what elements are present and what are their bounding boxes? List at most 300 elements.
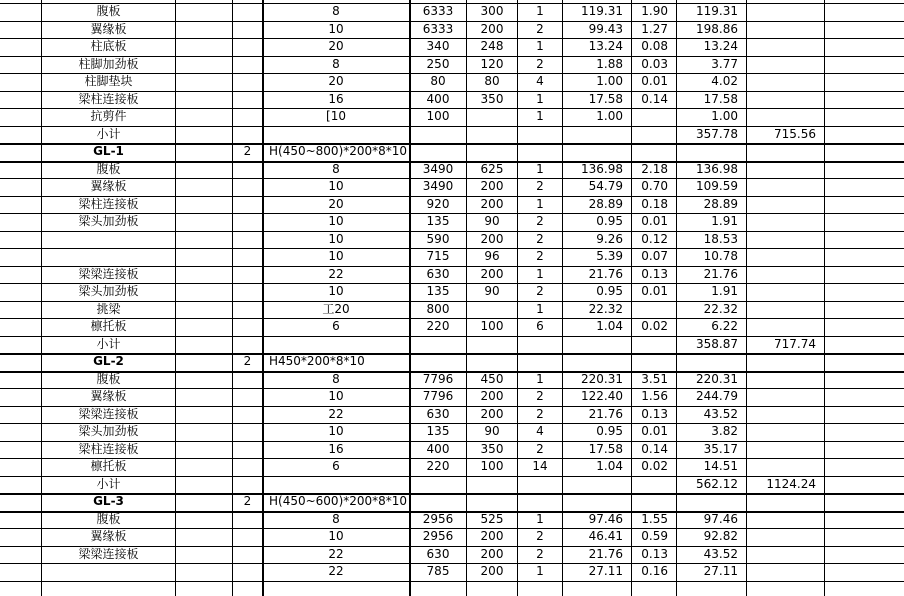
cell-sum[interactable] xyxy=(747,143,824,161)
cell-tw[interactable]: 357.78 xyxy=(696,126,738,141)
cell-uw[interactable] xyxy=(563,126,631,144)
cell-area[interactable]: 1.27 xyxy=(641,21,668,36)
cell-uw[interactable]: 21.76 xyxy=(588,266,623,281)
cell-wid[interactable]: 200 xyxy=(480,564,504,578)
cell-name[interactable]: 翼缘板 xyxy=(90,179,127,193)
cell-spec[interactable]: 22 xyxy=(328,546,344,561)
cell-area[interactable]: 0.70 xyxy=(641,179,668,193)
cell-tw[interactable] xyxy=(677,353,746,371)
cell-cnt[interactable]: 2 xyxy=(536,284,544,298)
cell-cnt[interactable]: 1 xyxy=(536,4,544,18)
cell-sum[interactable]: 715.56 xyxy=(774,126,816,141)
cell-area[interactable]: 0.16 xyxy=(641,564,668,578)
cell-area[interactable] xyxy=(632,476,676,494)
cell-uw[interactable]: 136.98 xyxy=(581,161,623,176)
cell-len[interactable]: 250 xyxy=(426,56,450,71)
cell-spec[interactable]: 20 xyxy=(328,39,344,53)
cell-cnt[interactable]: 2 xyxy=(536,214,544,228)
cell-uw[interactable]: 0.95 xyxy=(596,214,623,228)
cell-area[interactable]: 0.13 xyxy=(641,266,668,281)
cell-wid[interactable]: 80 xyxy=(484,74,500,88)
cell-spec[interactable]: [10 xyxy=(326,109,346,123)
cell-tw[interactable]: 10.78 xyxy=(703,249,738,263)
cell-area[interactable]: 2.18 xyxy=(641,161,668,176)
cell-tw[interactable] xyxy=(677,493,746,511)
cell-uw[interactable]: 17.58 xyxy=(588,91,623,106)
cell-tw[interactable]: 6.22 xyxy=(711,319,738,333)
cell-wid[interactable]: 200 xyxy=(480,389,504,403)
cell-len[interactable]: 800 xyxy=(426,301,450,316)
cell-area[interactable]: 0.12 xyxy=(641,231,668,246)
cell-len[interactable] xyxy=(410,336,466,354)
cell-uw[interactable]: 17.58 xyxy=(588,441,623,456)
cell-sum[interactable] xyxy=(747,213,824,231)
cell-spec[interactable]: 10 xyxy=(328,249,344,263)
cell-spec[interactable]: 10 xyxy=(328,389,344,403)
cell-qty[interactable] xyxy=(233,406,262,424)
cell-wid[interactable]: 248 xyxy=(480,39,504,53)
cell-tw[interactable]: 3.82 xyxy=(711,424,738,438)
cell-qty[interactable] xyxy=(233,371,262,389)
cell-tw[interactable]: 1.00 xyxy=(711,109,738,123)
cell-uw[interactable]: 54.79 xyxy=(588,179,623,193)
cell-wid[interactable]: 525 xyxy=(480,511,504,526)
cell-sum[interactable] xyxy=(747,196,824,214)
cell-uw[interactable] xyxy=(563,353,631,371)
cell-spec[interactable]: 8 xyxy=(332,4,340,18)
cell-sum[interactable] xyxy=(747,283,824,301)
cell-wid[interactable]: 350 xyxy=(480,441,504,456)
cell-wid[interactable] xyxy=(467,476,517,494)
cell-qty[interactable] xyxy=(233,91,262,109)
cell-spec[interactable]: 6 xyxy=(332,319,340,333)
cell-qty[interactable] xyxy=(233,441,262,459)
cell-cnt[interactable]: 4 xyxy=(536,74,544,88)
cell-wid[interactable]: 90 xyxy=(484,424,500,438)
cell-wid[interactable]: 200 xyxy=(480,21,504,36)
cell-tw[interactable]: 358.87 xyxy=(696,336,738,351)
cell-cnt[interactable]: 1 xyxy=(536,511,544,526)
cell-cnt[interactable] xyxy=(518,476,562,494)
cell-sum[interactable] xyxy=(747,161,824,179)
cell-qty[interactable] xyxy=(233,73,262,91)
cell-uw[interactable]: 0.95 xyxy=(596,284,623,298)
cell-qty[interactable] xyxy=(233,213,262,231)
cell-uw[interactable]: 1.04 xyxy=(596,459,623,473)
cell-spec[interactable]: 10 xyxy=(328,529,344,543)
cell-wid[interactable] xyxy=(467,301,517,319)
cell-uw[interactable]: 27.11 xyxy=(588,564,623,578)
cell-area[interactable]: 1.56 xyxy=(641,389,668,403)
cell-name[interactable]: 梁头加劲板 xyxy=(78,284,139,298)
cell-sum[interactable] xyxy=(747,231,824,249)
cell-tw[interactable]: 43.52 xyxy=(703,546,738,561)
cell-wid[interactable]: 100 xyxy=(480,459,504,473)
cell-area[interactable] xyxy=(632,353,676,371)
cell-tw[interactable]: 562.12 xyxy=(696,476,738,491)
cell-sum[interactable] xyxy=(747,91,824,109)
cell-len[interactable]: 6333 xyxy=(422,21,454,36)
cell-qty[interactable] xyxy=(233,458,262,476)
cell-wid[interactable]: 350 xyxy=(480,91,504,106)
cell-spec[interactable]: 22 xyxy=(328,406,344,421)
cell-wid[interactable]: 200 xyxy=(480,529,504,543)
cell-uw[interactable]: 5.39 xyxy=(596,249,623,263)
cell-uw[interactable]: 0.95 xyxy=(596,424,623,438)
cell-wid[interactable]: 120 xyxy=(480,56,504,71)
cell-area[interactable]: 1.55 xyxy=(641,511,668,526)
cell-wid[interactable]: 200 xyxy=(480,406,504,421)
cell-tw[interactable]: 27.11 xyxy=(703,564,738,578)
cell-qty[interactable] xyxy=(233,266,262,284)
cell-spec[interactable] xyxy=(263,336,409,354)
cell-wid[interactable] xyxy=(467,493,517,511)
cell-name[interactable]: 翼缘板 xyxy=(90,389,127,403)
cell-qty[interactable] xyxy=(233,231,262,249)
cell-qty[interactable] xyxy=(233,511,262,529)
cell-len[interactable]: 2956 xyxy=(422,529,454,543)
cell-sum[interactable] xyxy=(747,546,824,564)
cell-uw[interactable]: 1.04 xyxy=(596,319,623,333)
cell-area[interactable]: 0.59 xyxy=(641,529,668,543)
cell-cnt[interactable]: 2 xyxy=(536,389,544,403)
cell-name[interactable]: 梁柱连接板 xyxy=(78,196,139,211)
cell-len[interactable]: 135 xyxy=(426,214,450,228)
cell-sum[interactable]: 1124.24 xyxy=(766,476,816,491)
cell-spec[interactable]: 22 xyxy=(328,266,344,281)
cell-name[interactable]: 小计 xyxy=(96,476,121,491)
cell-spec[interactable]: 10 xyxy=(328,284,344,298)
cell-area[interactable] xyxy=(632,336,676,354)
cell-len[interactable]: 2956 xyxy=(422,511,454,526)
cell-qty[interactable] xyxy=(233,423,262,441)
cell-sum[interactable] xyxy=(747,458,824,476)
cell-uw[interactable] xyxy=(563,493,631,511)
cell-len[interactable]: 7796 xyxy=(422,371,454,386)
cell-qty[interactable] xyxy=(233,108,262,126)
cell-wid[interactable] xyxy=(467,336,517,354)
cell-spec[interactable]: H450*200*8*10 xyxy=(269,354,365,368)
cell-cnt[interactable]: 2 xyxy=(536,249,544,263)
cell-spec[interactable]: 16 xyxy=(328,91,344,106)
cell-len[interactable]: 220 xyxy=(426,459,450,473)
cell-sum[interactable] xyxy=(747,511,824,529)
cell-qty[interactable] xyxy=(233,178,262,196)
cell-tw[interactable]: 18.53 xyxy=(703,231,738,246)
cell-name[interactable] xyxy=(42,563,175,581)
cell-sum[interactable] xyxy=(747,38,824,56)
cell-cnt[interactable] xyxy=(518,143,562,161)
cell-cnt[interactable] xyxy=(518,126,562,144)
cell-len[interactable]: 135 xyxy=(426,424,450,438)
cell-cnt[interactable]: 1 xyxy=(536,109,544,123)
cell-cnt[interactable]: 1 xyxy=(536,91,544,106)
cell-wid[interactable]: 450 xyxy=(480,371,504,386)
cell-spec[interactable]: 工20 xyxy=(322,301,350,316)
cell-qty[interactable]: 2 xyxy=(243,354,252,368)
cell-uw[interactable]: 1.00 xyxy=(596,74,623,88)
cell-qty[interactable] xyxy=(233,283,262,301)
cell-area[interactable]: 0.08 xyxy=(641,39,668,53)
cell-name[interactable]: 腹板 xyxy=(96,4,121,18)
cell-spec[interactable]: 10 xyxy=(328,231,344,246)
cell-wid[interactable]: 625 xyxy=(480,161,504,176)
cell-len[interactable]: 590 xyxy=(426,231,450,246)
cell-qty[interactable] xyxy=(233,546,262,564)
cell-cnt[interactable]: 6 xyxy=(536,319,544,333)
cell-name[interactable]: 梁头加劲板 xyxy=(78,214,139,228)
cell-cnt[interactable]: 2 xyxy=(536,441,544,456)
cell-tw[interactable]: 21.76 xyxy=(703,266,738,281)
cell-len[interactable]: 400 xyxy=(426,441,450,456)
cell-tw[interactable]: 13.24 xyxy=(703,39,738,53)
cell-sum[interactable] xyxy=(747,108,824,126)
cell-cnt[interactable]: 2 xyxy=(536,529,544,543)
cell-spec[interactable]: 20 xyxy=(328,196,344,211)
cell-sum[interactable] xyxy=(747,493,824,511)
cell-name[interactable]: 翼缘板 xyxy=(90,529,127,543)
cell-cnt[interactable]: 1 xyxy=(536,301,544,316)
cell-tw[interactable]: 1.91 xyxy=(711,284,738,298)
cell-name[interactable]: 梁梁连接板 xyxy=(78,406,139,421)
cell-name[interactable]: 梁柱连接板 xyxy=(78,91,139,106)
cell-qty[interactable] xyxy=(233,38,262,56)
cell-wid[interactable] xyxy=(467,353,517,371)
cell-cnt[interactable] xyxy=(518,336,562,354)
cell-sum[interactable] xyxy=(747,301,824,319)
cell-area[interactable]: 0.02 xyxy=(641,319,668,333)
cell-len[interactable]: 3490 xyxy=(422,161,454,176)
cell-area[interactable]: 0.03 xyxy=(641,56,668,71)
cell-spec[interactable]: 6 xyxy=(332,459,340,473)
cell-sum[interactable] xyxy=(747,266,824,284)
cell-wid[interactable] xyxy=(467,143,517,161)
cell-sum[interactable]: 717.74 xyxy=(774,336,816,351)
cell-uw[interactable]: 1.88 xyxy=(596,56,623,71)
cell-tw[interactable]: 109.59 xyxy=(696,179,738,193)
cell-sum[interactable] xyxy=(747,3,824,21)
cell-len[interactable]: 400 xyxy=(426,91,450,106)
cell-sum[interactable] xyxy=(747,528,824,546)
cell-wid[interactable]: 300 xyxy=(480,4,504,18)
cell-uw[interactable] xyxy=(563,143,631,161)
cell-uw[interactable]: 220.31 xyxy=(581,371,623,386)
cell-cnt[interactable]: 2 xyxy=(536,56,544,71)
cell-name[interactable]: 腹板 xyxy=(96,511,121,526)
cell-uw[interactable]: 22.32 xyxy=(588,301,623,316)
cell-spec[interactable] xyxy=(263,126,409,144)
cell-cnt[interactable] xyxy=(518,353,562,371)
cell-area[interactable]: 0.01 xyxy=(641,214,668,228)
cell-uw[interactable]: 21.76 xyxy=(588,546,623,561)
cell-len[interactable]: 3490 xyxy=(422,179,454,193)
cell-wid[interactable]: 200 xyxy=(480,546,504,561)
cell-uw[interactable]: 99.43 xyxy=(588,21,623,36)
cell-name[interactable]: 抗剪件 xyxy=(90,109,127,123)
cell-sum[interactable] xyxy=(747,406,824,424)
cell-spec[interactable]: 10 xyxy=(328,424,344,438)
cell-qty[interactable] xyxy=(233,3,262,21)
cell-name[interactable]: 挑梁 xyxy=(96,301,121,316)
cell-cnt[interactable]: 4 xyxy=(536,424,544,438)
cell-area[interactable]: 0.14 xyxy=(641,91,668,106)
cell-qty[interactable] xyxy=(233,318,262,336)
cell-tw[interactable]: 4.02 xyxy=(711,74,738,88)
cell-name[interactable]: GL-3 xyxy=(93,494,124,508)
cell-cnt[interactable]: 1 xyxy=(536,39,544,53)
cell-uw[interactable]: 28.89 xyxy=(588,196,623,211)
cell-name[interactable]: 梁头加劲板 xyxy=(78,424,139,438)
cell-uw[interactable]: 21.76 xyxy=(588,406,623,421)
cell-qty[interactable] xyxy=(233,196,262,214)
cell-name[interactable]: GL-2 xyxy=(93,354,124,368)
cell-name[interactable]: GL-1 xyxy=(93,144,124,158)
cell-qty[interactable]: 2 xyxy=(243,494,252,508)
cell-wid[interactable]: 200 xyxy=(480,196,504,211)
cell-sum[interactable] xyxy=(747,353,824,371)
cell-len[interactable]: 630 xyxy=(426,406,450,421)
cell-name[interactable]: 腹板 xyxy=(96,371,121,386)
cell-wid[interactable]: 90 xyxy=(484,214,500,228)
cell-qty[interactable] xyxy=(233,56,262,74)
cell-name[interactable]: 腹板 xyxy=(96,161,121,176)
cell-tw[interactable]: 220.31 xyxy=(696,371,738,386)
cell-len[interactable] xyxy=(410,353,466,371)
cell-area[interactable]: 0.13 xyxy=(641,546,668,561)
cell-wid[interactable]: 200 xyxy=(480,179,504,193)
cell-sum[interactable] xyxy=(747,371,824,389)
cell-spec[interactable]: 22 xyxy=(328,564,344,578)
cell-cnt[interactable]: 1 xyxy=(536,371,544,386)
cell-len[interactable]: 630 xyxy=(426,266,450,281)
cell-sum[interactable] xyxy=(747,441,824,459)
cell-len[interactable]: 340 xyxy=(426,39,450,53)
cell-tw[interactable]: 3.77 xyxy=(711,56,738,71)
cell-cnt[interactable]: 2 xyxy=(536,546,544,561)
cell-cnt[interactable]: 2 xyxy=(536,21,544,36)
cell-sum[interactable] xyxy=(747,56,824,74)
cell-name[interactable]: 柱脚加劲板 xyxy=(78,56,139,71)
cell-spec[interactable] xyxy=(263,476,409,494)
cell-sum[interactable] xyxy=(747,21,824,39)
cell-tw[interactable]: 22.32 xyxy=(703,301,738,316)
cell-cnt[interactable]: 1 xyxy=(536,161,544,176)
cell-uw[interactable]: 119.31 xyxy=(581,4,623,18)
cell-name[interactable]: 翼缘板 xyxy=(90,21,127,36)
cell-cnt[interactable]: 14 xyxy=(532,459,548,473)
cell-area[interactable] xyxy=(632,126,676,144)
cell-tw[interactable]: 1.91 xyxy=(711,214,738,228)
cell-len[interactable]: 220 xyxy=(426,319,450,333)
cell-area[interactable]: 0.14 xyxy=(641,441,668,456)
cell-spec[interactable]: H(450~800)*200*8*10 xyxy=(269,144,408,158)
cell-uw[interactable]: 97.46 xyxy=(588,511,623,526)
cell-name[interactable]: 小计 xyxy=(96,336,121,351)
cell-name[interactable]: 梁梁连接板 xyxy=(78,546,139,561)
cell-wid[interactable]: 96 xyxy=(484,249,500,263)
cell-len[interactable]: 80 xyxy=(430,74,446,88)
cell-qty[interactable] xyxy=(233,126,262,144)
cell-sum[interactable] xyxy=(747,248,824,266)
cell-spec[interactable]: 10 xyxy=(328,214,344,228)
cell-cnt[interactable]: 2 xyxy=(536,406,544,421)
cell-qty[interactable] xyxy=(233,248,262,266)
cell-name[interactable] xyxy=(42,248,175,266)
cell-tw[interactable]: 198.86 xyxy=(696,21,738,36)
cell-qty[interactable] xyxy=(233,476,262,494)
cell-uw[interactable]: 9.26 xyxy=(596,231,623,246)
cell-name[interactable]: 梁柱连接板 xyxy=(78,441,139,456)
cell-spec[interactable]: 8 xyxy=(332,511,340,526)
cell-len[interactable]: 135 xyxy=(426,284,450,298)
cell-name[interactable]: 柱脚垫块 xyxy=(84,74,133,88)
cell-area[interactable]: 0.01 xyxy=(641,284,668,298)
cell-len[interactable]: 920 xyxy=(426,196,450,211)
cell-sum[interactable] xyxy=(747,318,824,336)
cell-tw[interactable]: 28.89 xyxy=(703,196,738,211)
cell-spec[interactable]: 8 xyxy=(332,161,340,176)
cell-name[interactable] xyxy=(42,231,175,249)
cell-tw[interactable]: 43.52 xyxy=(703,406,738,421)
cell-tw[interactable]: 17.58 xyxy=(703,91,738,106)
cell-name[interactable]: 檩托板 xyxy=(90,319,127,333)
cell-qty[interactable] xyxy=(233,528,262,546)
cell-len[interactable] xyxy=(410,476,466,494)
cell-uw[interactable] xyxy=(563,476,631,494)
cell-qty[interactable] xyxy=(233,336,262,354)
cell-tw[interactable]: 14.51 xyxy=(703,459,738,473)
cell-qty[interactable] xyxy=(233,301,262,319)
cell-area[interactable]: 0.01 xyxy=(641,74,668,88)
cell-spec[interactable]: H(450~600)*200*8*10 xyxy=(269,494,408,508)
cell-wid[interactable]: 200 xyxy=(480,231,504,246)
cell-area[interactable] xyxy=(632,493,676,511)
cell-spec[interactable]: 20 xyxy=(328,74,344,88)
cell-area[interactable]: 0.07 xyxy=(641,249,668,263)
cell-area[interactable]: 1.90 xyxy=(641,4,668,18)
cell-cnt[interactable]: 2 xyxy=(536,179,544,193)
cell-cnt[interactable]: 1 xyxy=(536,564,544,578)
cell-name[interactable]: 小计 xyxy=(96,126,121,141)
cell-wid[interactable]: 100 xyxy=(480,319,504,333)
cell-wid[interactable]: 90 xyxy=(484,284,500,298)
cell-len[interactable]: 7796 xyxy=(422,389,454,403)
cell-area[interactable]: 0.13 xyxy=(641,406,668,421)
cell-len[interactable] xyxy=(410,143,466,161)
cell-qty[interactable] xyxy=(233,161,262,179)
cell-spec[interactable]: 8 xyxy=(332,371,340,386)
cell-wid[interactable]: 200 xyxy=(480,266,504,281)
cell-name[interactable]: 柱底板 xyxy=(90,39,127,53)
cell-sum[interactable] xyxy=(747,73,824,91)
cell-uw[interactable]: 1.00 xyxy=(596,109,623,123)
cell-spec[interactable]: 8 xyxy=(332,56,340,71)
cell-len[interactable]: 6333 xyxy=(422,4,454,18)
cell-qty[interactable] xyxy=(233,21,262,39)
cell-cnt[interactable]: 1 xyxy=(536,266,544,281)
cell-tw[interactable]: 136.98 xyxy=(696,161,738,176)
cell-sum[interactable] xyxy=(747,388,824,406)
cell-len[interactable]: 785 xyxy=(426,564,450,578)
cell-tw[interactable]: 35.17 xyxy=(703,441,738,456)
cell-spec[interactable]: 16 xyxy=(328,441,344,456)
cell-area[interactable] xyxy=(632,108,676,126)
cell-name[interactable]: 檩托板 xyxy=(90,459,127,473)
cell-sum[interactable] xyxy=(747,423,824,441)
cell-uw[interactable]: 46.41 xyxy=(588,529,623,543)
cell-area[interactable]: 0.01 xyxy=(641,424,668,438)
cell-len[interactable]: 100 xyxy=(426,109,450,123)
